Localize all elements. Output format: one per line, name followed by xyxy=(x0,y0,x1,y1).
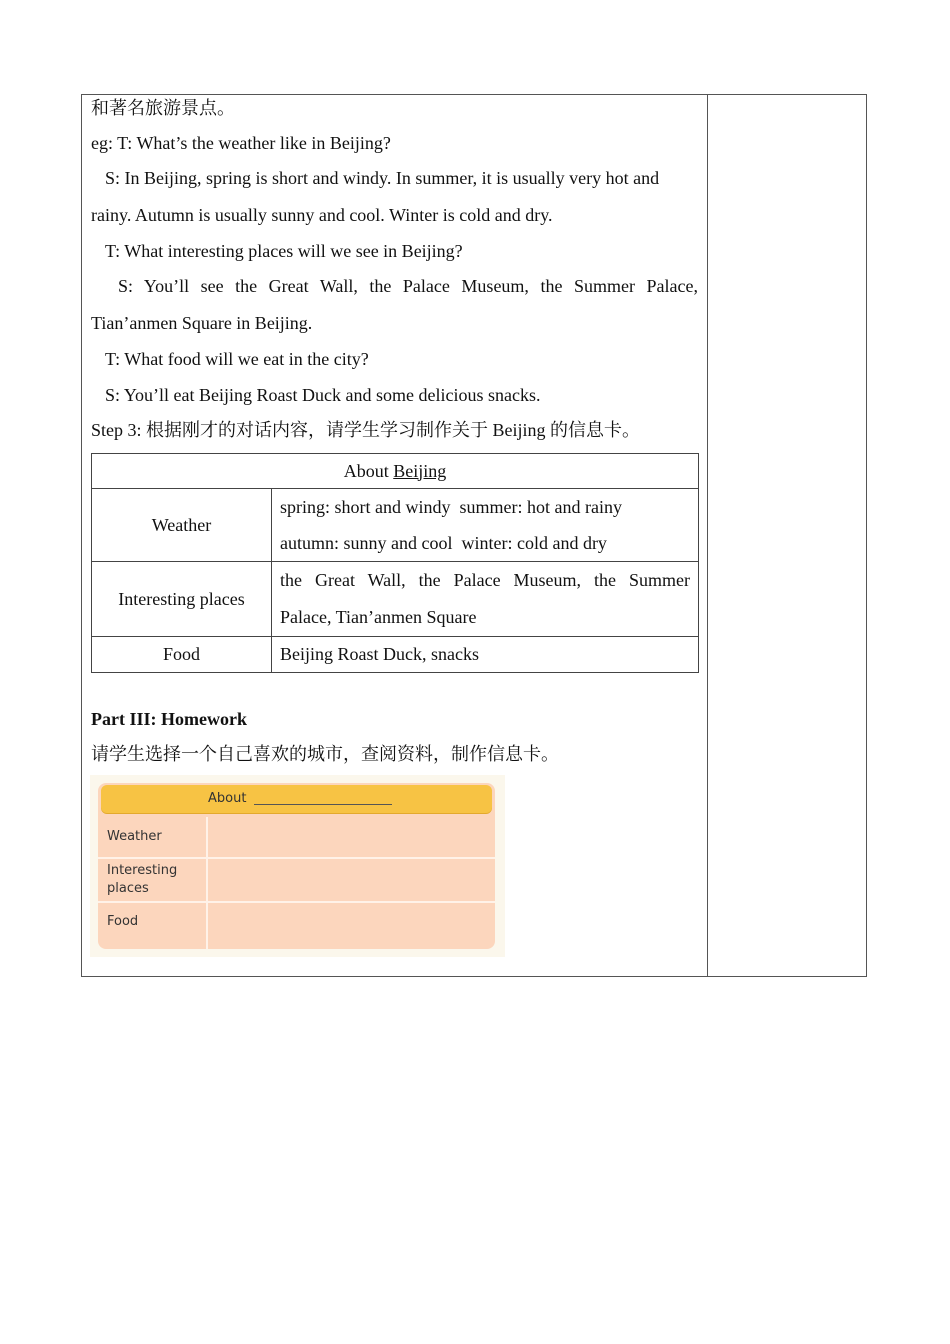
card-header-blank xyxy=(254,804,392,805)
row-value-places xyxy=(272,562,699,637)
card-row-divider xyxy=(98,901,495,903)
row-value-food: Beijing Roast Duck, snacks xyxy=(272,637,699,673)
homework-heading: Part III: Homework xyxy=(91,709,247,729)
card-header-label: About xyxy=(208,791,247,806)
card-row-weather: Weather xyxy=(107,829,162,844)
card-row-interesting: Interesting xyxy=(107,863,178,878)
card-row-divider xyxy=(98,857,495,859)
text-line: T: What food will we eat in the city? xyxy=(105,349,369,369)
text-line: S: You’ll eat Beijing Roast Duck and some delicious snacks. xyxy=(105,385,541,405)
row-label-food: Food xyxy=(92,637,272,673)
info-card-box xyxy=(98,783,495,949)
row-value-weather xyxy=(272,489,699,562)
homework-instruction: 请学生选择一个自己喜欢的城市，查阅资料，制作信息卡。 xyxy=(91,744,559,764)
card-row-food: Food xyxy=(107,914,139,929)
text-line: T: What interesting places will we see in Beijing? xyxy=(105,241,463,261)
row-label-weather: Weather xyxy=(92,489,272,562)
text-line: eg: T: What’s the weather like in Beijing? xyxy=(91,133,391,153)
info-card-image xyxy=(90,775,505,957)
text-line: 和著名旅游景点。 xyxy=(91,98,235,118)
beijing-info-table xyxy=(91,453,699,673)
title-prefix: About xyxy=(343,460,389,481)
value-line: the Great Wall, the Palace Museum, the Summer xyxy=(280,570,690,590)
title-city: Beijing xyxy=(393,460,447,481)
text-line: S: You’ll see the Great Wall, the Palace Museum, the Summer Palace, xyxy=(118,276,698,296)
card-row-places: places xyxy=(107,881,149,896)
text-line: S: In Beijing, spring is short and windy. In summer, it is usually very hot and xyxy=(105,168,660,188)
row-label-places: Interesting places xyxy=(92,562,272,637)
info-table-title xyxy=(92,454,699,489)
card-column-divider xyxy=(206,817,208,949)
info-card-header xyxy=(101,785,492,813)
value-line: autumn: sunny and cool winter: cold and dry xyxy=(280,533,607,553)
text-line: Tian’anmen Square in Beijing. xyxy=(91,313,313,333)
text-line: Step 3: 根据刚才的对话内容，请学生学习制作关于 Beijing 的信息卡。 xyxy=(91,420,640,440)
column-divider xyxy=(707,94,708,977)
value-line: spring: short and windy summer: hot and rainy xyxy=(280,497,622,517)
value-line: Palace, Tian’anmen Square xyxy=(280,607,477,627)
text-line: rainy. Autumn is usually sunny and cool. Winter is cold and dry. xyxy=(91,205,553,225)
